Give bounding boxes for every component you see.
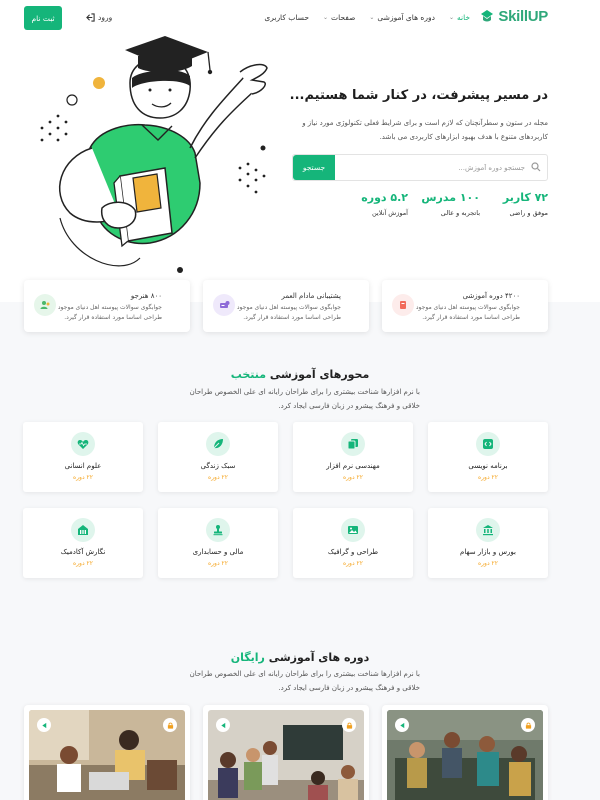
category-card[interactable]	[23, 508, 143, 578]
stamp-icon	[206, 518, 230, 542]
category-name: مالی و حسابداری	[192, 548, 244, 556]
search-button[interactable]: جستجو	[293, 155, 335, 180]
category-count: ۲۲ دوره	[73, 474, 93, 481]
bank-icon	[476, 518, 500, 542]
category-card[interactable]	[293, 422, 413, 492]
category-card[interactable]	[158, 422, 278, 492]
nav-item-label: حساب کاربری	[264, 13, 309, 22]
nav-item-label: خانه	[456, 13, 470, 22]
category-name: طراحی و گرافیک	[327, 548, 379, 556]
course-image	[29, 710, 185, 800]
free-courses-title	[0, 651, 600, 664]
play-icon[interactable]	[216, 718, 230, 732]
category-count: ۲۲ دوره	[478, 560, 498, 567]
free-courses-title-highlight: رایگان	[230, 651, 265, 664]
category-count: ۲۲ دوره	[478, 474, 498, 481]
signup-button[interactable]: ثبت نام	[24, 6, 62, 30]
search-icon	[531, 162, 541, 172]
nav-item-home[interactable]	[449, 13, 470, 22]
logo[interactable]	[479, 8, 548, 25]
categories-title-main: محورهای آموزشی	[266, 368, 370, 381]
category-card[interactable]	[293, 508, 413, 578]
category-count: ۲۲ دوره	[73, 560, 93, 567]
login-icon	[86, 13, 95, 22]
stat-courses	[361, 191, 408, 217]
stat-value: ۵.۲ دوره	[361, 191, 408, 204]
search-bar	[292, 154, 548, 181]
nav-item-pages[interactable]	[323, 13, 355, 22]
nav-item-courses[interactable]	[369, 13, 435, 22]
course-card[interactable]	[24, 705, 190, 800]
lock-icon	[342, 718, 356, 732]
play-icon[interactable]	[395, 718, 409, 732]
category-card[interactable]	[23, 422, 143, 492]
category-count: ۲۲ دوره	[343, 560, 363, 567]
nav-item-label: دوره های آموزشی	[377, 13, 435, 22]
course-card[interactable]	[203, 705, 369, 800]
university-icon	[71, 518, 95, 542]
category-count: ۲۲ دوره	[343, 474, 363, 481]
category-card[interactable]	[428, 508, 548, 578]
feature-description: جوابگوی سوالات پیوسته اهل دنیای موجود طراحی اساسا مورد استفاده قرار گیرد.	[57, 304, 162, 321]
category-name: نگارش آکادمیک	[60, 548, 106, 556]
nav-item-account[interactable]	[264, 13, 309, 22]
search-input[interactable]	[345, 155, 525, 180]
stat-label: موفق و راضی	[509, 209, 548, 217]
category-name: سبک زندگی	[200, 462, 236, 470]
code-icon	[476, 432, 500, 456]
feature-card-support	[203, 280, 369, 332]
copy-icon	[341, 432, 365, 456]
stat-label: باتجربه و عالی	[440, 209, 480, 217]
category-count: ۲۲ دوره	[208, 560, 228, 567]
categories-description: با نرم افزارها شناخت بیشتری را برای طراحان رایانه ای علی الخصوص طراحان خلاقی و فرهنگ پیشرو در زبان فارسی ایجاد کرد.	[189, 388, 420, 410]
category-count: ۲۲ دوره	[208, 474, 228, 481]
feature-title: ۴۲۰۰ دوره آموزشی	[462, 292, 520, 300]
play-icon[interactable]	[37, 718, 51, 732]
category-name: برنامه نویسی	[468, 462, 508, 470]
category-card[interactable]	[158, 508, 278, 578]
login-link[interactable]	[86, 13, 112, 22]
stat-teachers	[421, 191, 480, 217]
category-name: مهندسی نرم افزار	[326, 462, 380, 470]
feature-card-students	[24, 280, 190, 332]
hero-illustration	[30, 28, 275, 273]
logo-icon	[479, 9, 495, 25]
stat-users	[503, 191, 548, 217]
stat-value: ۱۰۰ مدرس	[421, 191, 480, 204]
category-name: بورس و بازار سهام	[460, 548, 516, 556]
chevron-down-icon: ⌄	[322, 14, 329, 21]
stat-value: ۷۲ کاربر	[502, 191, 548, 204]
feature-title: ۸۰۰ هنرجو	[130, 292, 162, 300]
course-image	[208, 710, 364, 800]
feature-description: جوابگوی سوالات پیوسته اهل دنیای موجود طراحی اساسا مورد استفاده قرار گیرد.	[236, 304, 341, 321]
free-courses-description: با نرم افزارها شناخت بیشتری را برای طراحان رایانه ای علی الخصوص طراحان خلاقی و فرهنگ پیشرو در زبان فارسی ایجاد کرد.	[189, 670, 420, 692]
login-label: ورود	[98, 13, 113, 22]
heart-pulse-icon	[71, 432, 95, 456]
categories-title-highlight: منتخب	[230, 368, 267, 381]
chevron-down-icon: ⌄	[448, 14, 454, 21]
course-image	[387, 710, 543, 800]
category-name: علوم انسانی	[64, 462, 102, 470]
decor-dot-icon	[93, 77, 105, 89]
stat-label: آموزش آنلاین	[371, 209, 408, 217]
lock-icon	[521, 718, 535, 732]
free-courses-title-main: دوره های آموزشی	[264, 651, 370, 664]
chevron-down-icon: ⌄	[369, 14, 375, 21]
category-card[interactable]	[428, 422, 548, 492]
image-icon	[341, 518, 365, 542]
categories-title	[0, 368, 600, 381]
logo-text: SkillUP	[498, 8, 548, 25]
hero-title: در مسیر پیشرفت، در کنار شما هستیم...	[289, 88, 548, 103]
leaf-icon	[206, 432, 230, 456]
nav-item-label: صفحات	[331, 13, 356, 22]
feature-description: جوابگوی سوالات پیوسته اهل دنیای موجود طراحی اساسا مورد استفاده قرار گیرد.	[415, 304, 520, 321]
feature-title: پشتیبانی مادام العمر	[281, 292, 341, 300]
hero-description: مجله در ستون و سطرآنچنان که لازم است و برای شرایط فعلی تکنولوژی مورد نیاز و کاربردهای متنوع با هدف بهبود ابزارهای کاربردی می باشد.	[302, 119, 548, 141]
course-card[interactable]	[382, 705, 548, 800]
feature-card-courses	[382, 280, 548, 332]
main-nav	[264, 13, 470, 22]
lock-icon	[163, 718, 177, 732]
